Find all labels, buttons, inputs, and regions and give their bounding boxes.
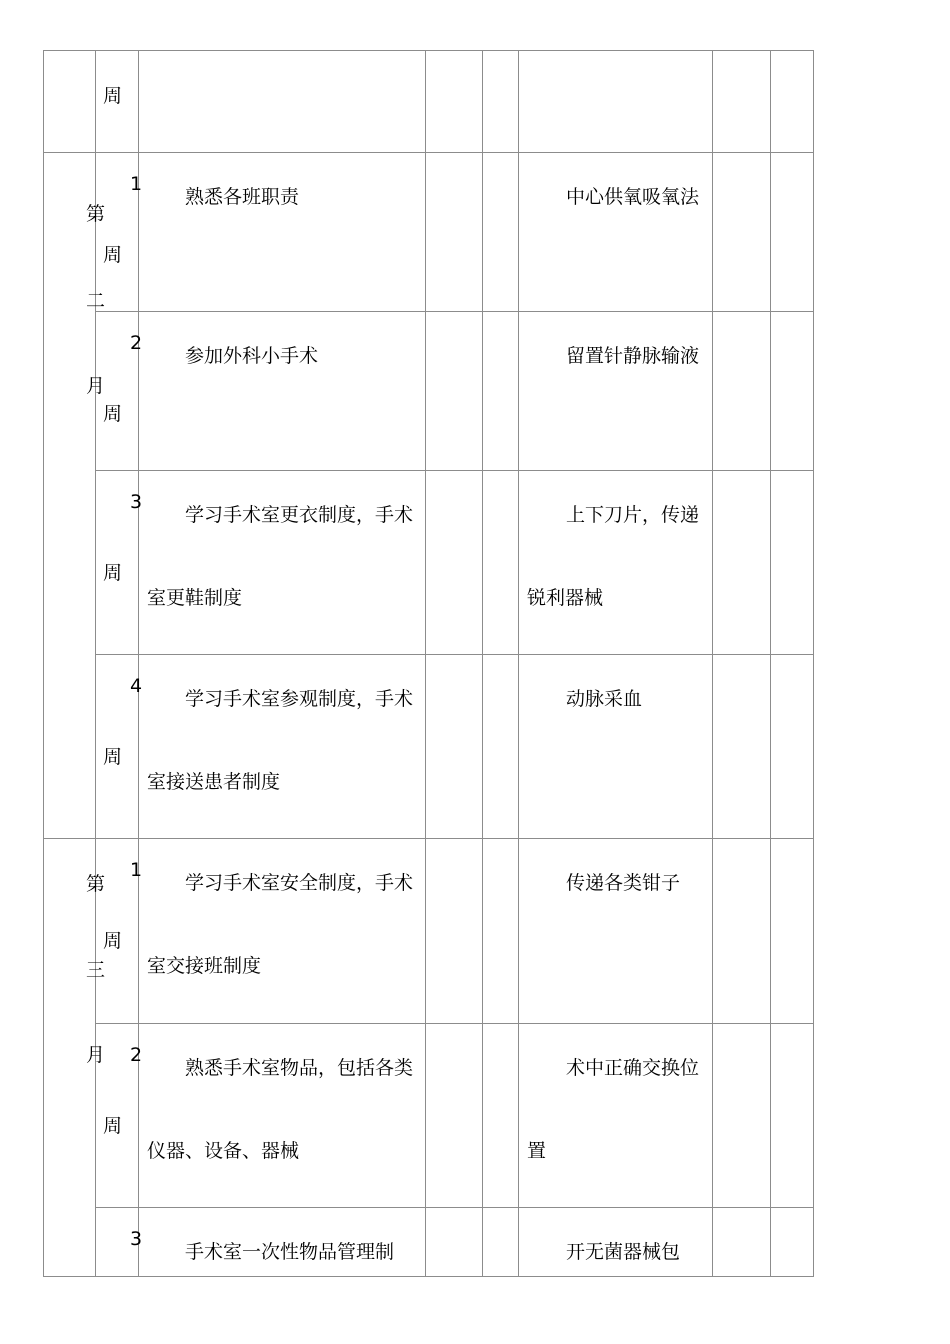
column-divider bbox=[138, 50, 139, 1277]
week-number: 1 bbox=[130, 173, 143, 195]
training-content: 手术室一次性物品管理制 bbox=[185, 1241, 395, 1263]
week-label: 周 bbox=[103, 85, 123, 107]
table-border-left bbox=[43, 50, 44, 1277]
training-content: 参加外科小手术 bbox=[185, 345, 319, 367]
row-divider bbox=[95, 1023, 814, 1024]
month-label-char: 月 bbox=[86, 375, 106, 397]
week-label: 周 bbox=[103, 1115, 123, 1137]
week-number: 2 bbox=[130, 1044, 143, 1066]
row-divider bbox=[95, 470, 814, 471]
skill-item: 传递各类钳子 bbox=[566, 872, 681, 894]
month-label-char: 月 bbox=[86, 1044, 106, 1066]
month-label-char: 三 bbox=[86, 959, 106, 981]
column-divider bbox=[770, 50, 771, 1277]
skill-item: 中心供氧吸氧法 bbox=[566, 186, 700, 208]
training-content: 学习手术室安全制度，手术 bbox=[185, 872, 414, 894]
table-border-top bbox=[43, 50, 814, 51]
skill-item: 术中正确交换位 bbox=[566, 1057, 700, 1079]
week-label: 周 bbox=[103, 746, 123, 768]
row-divider bbox=[43, 838, 814, 839]
skill-item: 上下刀片，传递 bbox=[566, 504, 700, 526]
skill-item-cont: 锐利器械 bbox=[527, 587, 604, 609]
column-divider bbox=[712, 50, 713, 1277]
row-divider bbox=[95, 1207, 814, 1208]
table-border-right bbox=[813, 50, 814, 1277]
skill-item: 开无菌器械包 bbox=[566, 1241, 681, 1263]
skill-item: 留置针静脉输液 bbox=[566, 345, 700, 367]
week-label: 周 bbox=[103, 244, 123, 266]
week-label: 周 bbox=[103, 562, 123, 584]
month-label-char: 二 bbox=[86, 290, 106, 312]
week-number: 3 bbox=[130, 1228, 143, 1250]
week-label: 周 bbox=[103, 403, 123, 425]
month-label-char: 第 bbox=[86, 873, 106, 895]
week-number: 4 bbox=[130, 675, 143, 697]
training-content-cont: 室接送患者制度 bbox=[147, 771, 281, 793]
skill-item-cont: 置 bbox=[527, 1140, 547, 1162]
row-divider bbox=[95, 654, 814, 655]
table-border-bottom bbox=[43, 1276, 814, 1277]
training-content-cont: 室交接班制度 bbox=[147, 955, 262, 977]
training-content-cont: 仪器、设备、器械 bbox=[147, 1140, 300, 1162]
row-divider bbox=[43, 152, 814, 153]
training-content: 学习手术室更衣制度，手术 bbox=[185, 504, 414, 526]
week-label: 周 bbox=[103, 930, 123, 952]
column-divider bbox=[425, 50, 426, 1277]
column-divider bbox=[95, 50, 96, 1277]
training-content: 熟悉各班职责 bbox=[185, 186, 300, 208]
column-divider bbox=[482, 50, 483, 1277]
week-number: 1 bbox=[130, 859, 143, 881]
month-label-char: 第 bbox=[86, 203, 106, 225]
training-content: 熟悉手术室物品，包括各类 bbox=[185, 1057, 414, 1079]
week-number: 2 bbox=[130, 332, 143, 354]
week-number: 3 bbox=[130, 491, 143, 513]
training-content-cont: 室更鞋制度 bbox=[147, 587, 243, 609]
training-content: 学习手术室参观制度，手术 bbox=[185, 688, 414, 710]
skill-item: 动脉采血 bbox=[566, 688, 643, 710]
row-divider bbox=[95, 311, 814, 312]
column-divider bbox=[518, 50, 519, 1277]
